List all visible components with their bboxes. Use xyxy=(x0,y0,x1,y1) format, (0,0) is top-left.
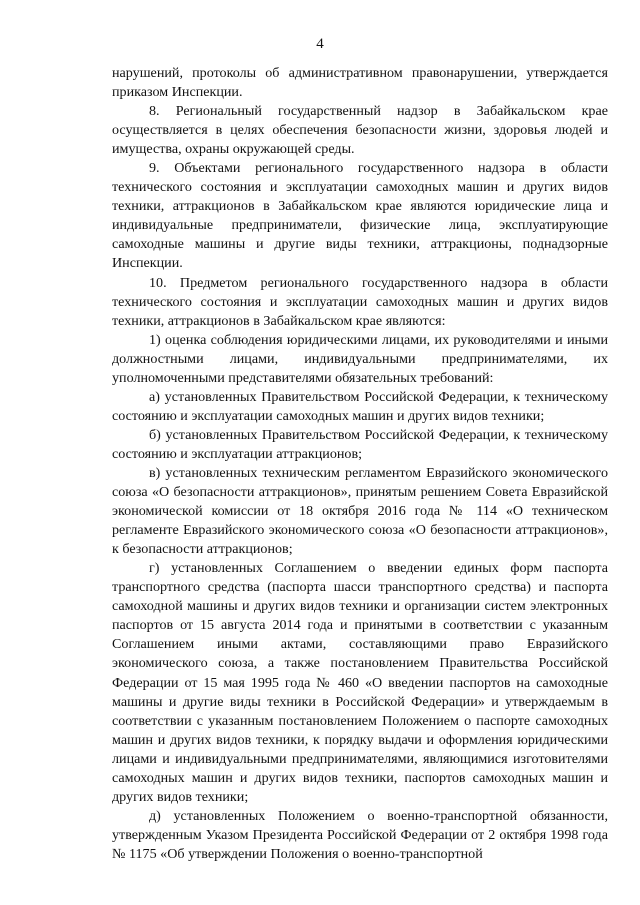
paragraph-continuation: нарушений, протоколы об административном правонарушении, утверждается приказом Инспекции. xyxy=(112,65,608,101)
paragraph-item-8: 8. Региональный государственный надзор в Забайкальском крае осуществляется в целях обеспечения безопасности жизни, здоровья людей и имущества, охраны окружающей среды. xyxy=(112,103,608,158)
paragraph-subitem-1: 1) оценка соблюдения юридическими лицами, их руководителями и иными должностными лицами, индивидуальными предпринимателями, их уполномоченными представителями обязательных требований: xyxy=(112,331,608,386)
paragraph-subitem-g: г) установленных Соглашением о введении единых форм паспорта транспортного средства (паспорта шасси транспортного средства) и паспорта самоходной машины и других видов техники и организации систем электронных паспортов от 15 августа 2014 года и принятыми в соответствии с указанным Соглашением иными актами, составляющими право Евразийского экономического союза, а также постановлением Правительства Российской Федерации от 15 мая 1995 года № 460 «О введении паспортов на самоходные машины и другие виды техники в Российской Федерации» и утверждаемым в соответствии с указанным постановлением Положением о паспорте самоходных машин и других видов техники, к порядку выдачи и оформления юридическими лицами и индивидуальными предпринимателями, являющимися изготовителями самоходных машин и других видов техники, паспортов самоходных машин и других видов техники; xyxy=(112,560,608,805)
paragraph-subitem-a: а) установленных Правительством Российской Федерации, к техническому состоянию и эксплуатации самоходных машин и других видов техники; xyxy=(112,388,608,424)
paragraph-subitem-v: в) установленных техническим регламентом Евразийского экономического союза «О безопасности аттракционов», принятым решением Совета Евразийской экономической комиссии от 18 октября 2016 года № 114 «О техническом регламенте Евразийского экономического союза «О безопасности аттракционов», к безопасности аттракционов; xyxy=(112,464,608,558)
paragraph-subitem-d: д) установленных Положением о военно-транспортной обязанности, утвержденным Указом Президента Российской Федерации от 2 октября 1998 года № 1175 «Об утверждении Положения о военно-транспортной xyxy=(112,807,608,862)
document-body xyxy=(112,64,608,864)
page-number: 4 xyxy=(316,36,324,52)
paragraph-item-10: 10. Предметом регионального государственного надзора в области технического состояния и эксплуатации самоходных машин и других видов техники, аттракционов в Забайкальском крае являются: xyxy=(112,274,608,329)
paragraph-subitem-b: б) установленных Правительством Российской Федерации, к техническому состоянию и эксплуатации аттракционов; xyxy=(112,426,608,462)
paragraph-item-9: 9. Объектами регионального государственного надзора в области технического состояния и эксплуатации самоходных машин и других видов техники, аттракционов в Забайкальском крае являются юридические лица и индивидуальные предприниматели, физические лица, эксплуатирующие самоходные машины и другие виды техники, аттракционы, поднадзорные Инспекции. xyxy=(112,160,608,272)
